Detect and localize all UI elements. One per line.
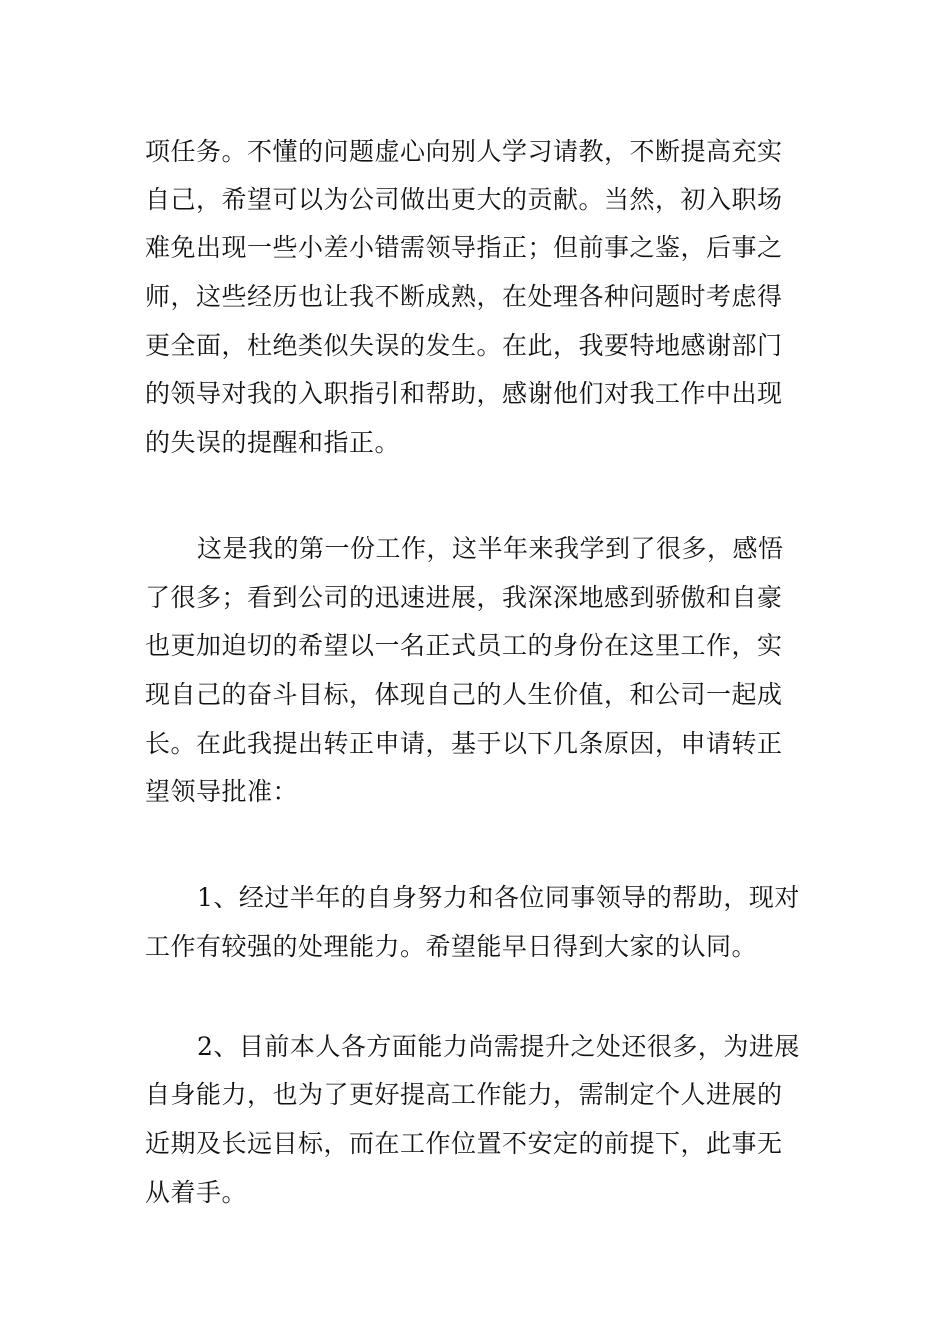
text-line: 从着手。 — [145, 1178, 248, 1207]
text-line: 近期及长远目标，而在工作位置不安定的前提下，此事无 — [145, 1129, 783, 1158]
text-line: 更全面，杜绝类似失误的发生。在此，我要特地感谢部门 — [145, 331, 783, 360]
text-line: 的领导对我的入职指引和帮助，感谢他们对我工作中出现 — [145, 379, 783, 408]
text-line: 师，这些经历也让我不断成熟，在处理各种问题时考虑得 — [145, 282, 783, 311]
text-line: 了很多；看到公司的迅速进展，我深深地感到骄傲和自豪 — [145, 583, 783, 612]
text-line: 自己，希望可以为公司做出更大的贡献。当然，初入职场 — [145, 185, 783, 214]
text-line: 工作有较强的处理能力。希望能早日得到大家的认同。 — [145, 932, 758, 961]
text-line: 的失误的提醒和指正。 — [145, 428, 401, 457]
text-line: 1、经过半年的自身努力和各位同事领导的帮助，现对 — [197, 883, 800, 912]
text-line: 望领导批准： — [145, 777, 299, 806]
text-line: 难免出现一些小差小错需领导指正；但前事之鉴，后事之 — [145, 233, 783, 262]
text-line: 长。在此我提出转正申请，基于以下几条原因，申请转正 — [145, 729, 783, 758]
text-line: 2、目前本人各方面能力尚需提升之处还很多，为进展 — [197, 1032, 800, 1061]
text-line: 项任务。不懂的问题虚心向别人学习请教，不断提高充实 — [145, 137, 783, 166]
text-line: 也更加迫切的希望以一名正式员工的身份在这里工作，实 — [145, 631, 783, 660]
text-line: 自身能力，也为了更好提高工作能力，需制定个人进展的 — [145, 1080, 783, 1109]
text-line: 这是我的第一份工作，这半年来我学到了很多，感悟 — [197, 534, 784, 563]
text-line: 现自己的奋斗目标，体现自己的人生价值，和公司一起成 — [145, 680, 783, 709]
